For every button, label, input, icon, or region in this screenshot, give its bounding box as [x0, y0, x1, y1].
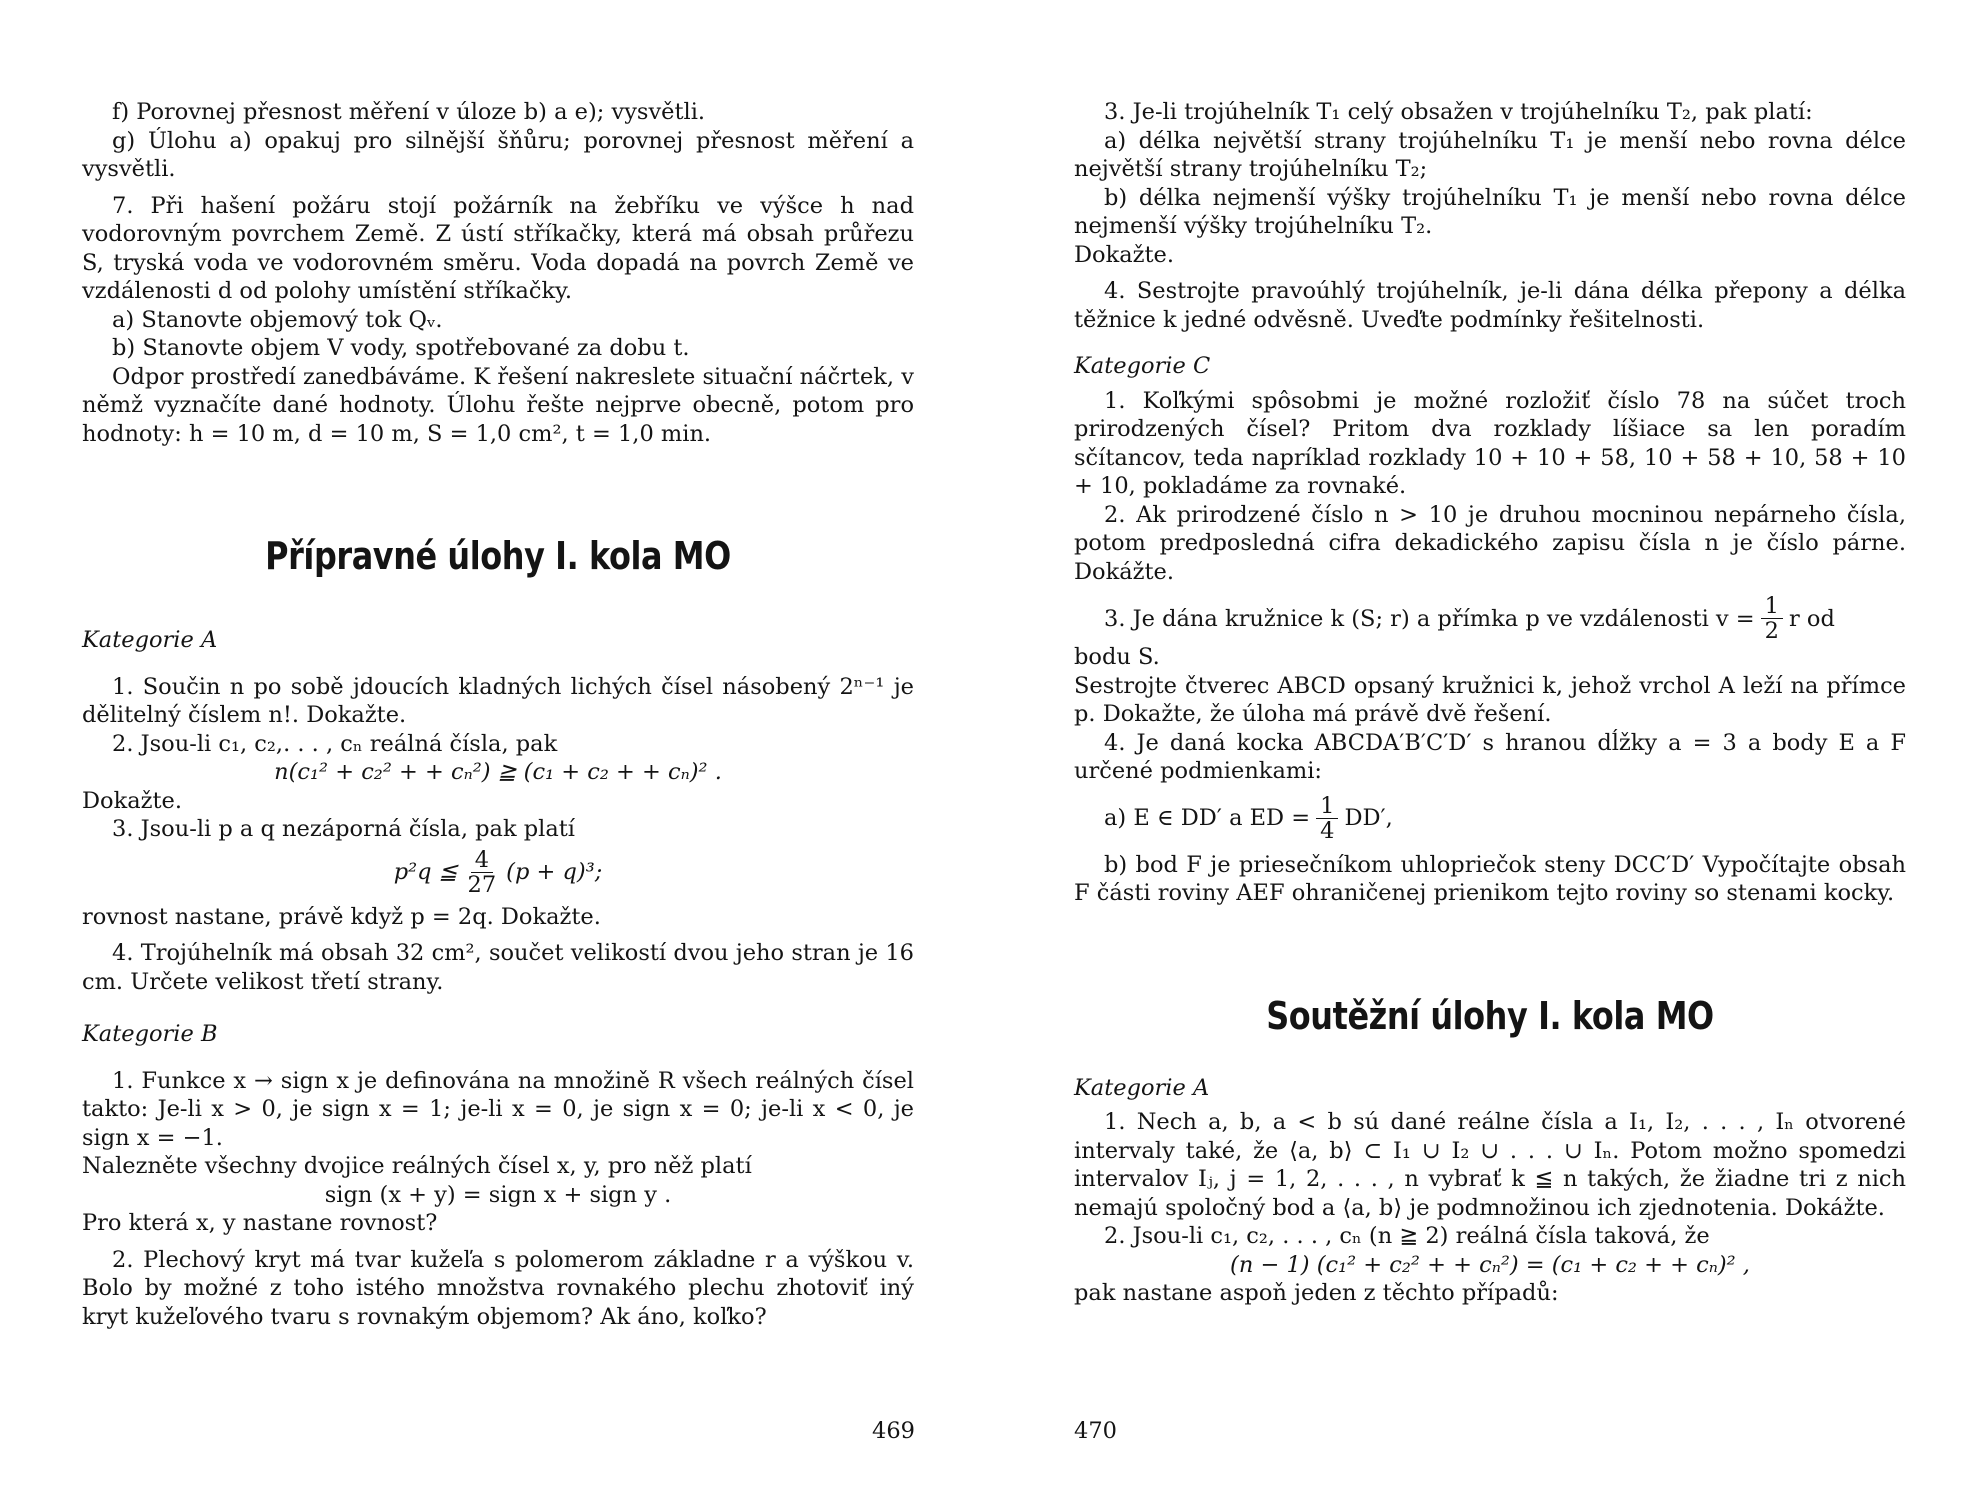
fraction-numerator: 4	[471, 848, 493, 873]
cat-b-problem-1-question: Nalezněte všechny dvojice reálných čísel x, y, pro něž platí	[82, 1153, 752, 1179]
cat-c-problem-4: 4. Je daná kocka ABCDA′B′C′D′ s hranou dĺžky a = 3 a body E a F určené podmienkami:	[1074, 729, 1906, 784]
cat-c-problem-4b: b) bod F je priesečníkom uhlopriečok steny DCC′D′ Vypočítajte obsah F části roviny AEF ohraničenej prienikom tejto roviny so stenami kocky.	[1074, 851, 1906, 906]
problem-4a-text-end: DD′,	[1344, 805, 1393, 831]
category-c-label: Kategorie C	[1074, 353, 1211, 379]
inequality-lhs: p²q ≦	[393, 859, 458, 885]
cat-a-problem-2: 2. Jsou-li c₁, c₂,. . . , cₙ reálná čísla, pak	[112, 730, 558, 757]
cat-c-problem-1: 1. Koľkými spôsobmi je možné rozložiť číslo 78 na súčet troch prirodzených čísel? Pritom dva rozklady líšiace sa len poradím sčítancov, teda napríklad rozklady 10 + 10 + 58, 10 + 58 + 10, 58 + 10 + 10, pokladáme za rovnaké.	[1074, 387, 1906, 499]
category-a-label-competition: Kategorie A	[1074, 1074, 1210, 1101]
cat-c-problem-3	[1074, 594, 1906, 643]
comp-cat-a-problem-2-equation: (n − 1) (c₁² + c₂² + + cₙ²) = (c₁ + c₂ + + cₙ)² ,	[1230, 1251, 1750, 1278]
cat-c-problem-3-point: bodu S.	[1074, 644, 1160, 670]
cat-a-problem-2-end: Dokažte.	[82, 787, 182, 814]
cat-b-problem-3: 3. Je-li trojúhelník T₁ celý obsažen v trojúhelníku T₂, pak platí:	[1104, 99, 1813, 125]
page-number-left: 469	[872, 1418, 915, 1444]
cat-b-problem-1-equation: sign (x + y) = sign x + sign y .	[324, 1181, 672, 1208]
right-column	[1074, 98, 1906, 1308]
fraction-denominator: 4	[1320, 817, 1335, 844]
problem-4a-text: a) E ∈ DD′ a ED =	[1104, 805, 1311, 831]
fraction-4-27	[464, 848, 501, 897]
problem-3-text-end: r od	[1788, 605, 1835, 632]
problem-7: 7. Při hašení požáru stojí požárník na žebříku ve výšce h nad vodorovným povrchem Země. Z ústí stříkačky, která má obsah průřezu S, tryská voda ve vodorovném směru. Voda dopadá na povrch Země ve vzdálenosti d od polohy umístění stříkačky.	[82, 192, 914, 304]
comp-cat-a-problem-1: 1. Nech a, b, a < b sú dané reálne čísla a I₁, I₂, . . . , Iₙ otvorené intervaly také, že ⟨a, b⟩ ⊂ I₁ ∪ I₂ ∪ . . . ∪ Iₙ. Potom možno spomedzi intervalov Iⱼ, j = 1, 2, . . . , n vybrať k ≦ n takých, že žiadne tri z nich nemajú spoločný bod a ⟨a, b⟩ je podmnožinou ich zjednotenia. Dokážte.	[1074, 1109, 1906, 1221]
cat-c-problem-3-task: Sestrojte čtverec ABCD opsaný kružnici k, jehož vrchol A leží na přímce p. Dokažte, že úloha má právě dvě řešení.	[1074, 672, 1906, 727]
problem-3-text: 3. Je dána kružnice k (S; r) a přímka p ve vzdálenosti v =	[1104, 605, 1755, 632]
cat-b-problem-1-followup: Pro která x, y nastane rovnost?	[82, 1210, 438, 1236]
problem-7-note: Odpor prostředí zanedbáváme. K řešení nakreslete situační náčrtek, v němž vyznačíte dané hodnoty. Úlohu řešte nejprve obecně, potom pro hodnoty: h = 10 m, d = 10 m, S = 1,0 cm², t = 1,0 min.	[82, 363, 914, 447]
cat-b-problem-3b: b) délka nejmenší výšky trojúhelníku T₁ je menší nebo rovna délce nejmenší výšky trojúhelníku T₂.	[1074, 184, 1906, 239]
cat-a-problem-3-inequality	[82, 848, 914, 897]
cat-a-problem-2-equation: n(c₁² + c₂² + + cₙ²) ≧ (c₁ + c₂ + + cₙ)² .	[274, 759, 722, 785]
left-column	[82, 98, 914, 1331]
category-b-label: Kategorie B	[82, 1021, 218, 1047]
cat-b-problem-4: 4. Sestrojte pravoúhlý trojúhelník, je-li dána délka přepony a délka těžnice k jedné odvěsně. Uveďte podmínky řešitelnosti.	[1074, 278, 1906, 333]
cat-c-problem-4a	[1074, 794, 1906, 843]
left-page	[82, 0, 914, 1500]
fraction-1-2	[1761, 594, 1783, 643]
problem-7a: a) Stanovte objemový tok Qᵥ.	[112, 306, 443, 333]
fraction-denominator: 27	[467, 871, 497, 898]
cat-b-problem-1: 1. Funkce x → sign x je definována na množině R všech reálných čísel takto: Je-li x > 0, je sign x = 1; je-li x = 0, je sign x = 0; je-li x < 0, je sign x = −1.	[82, 1067, 914, 1151]
comp-cat-a-problem-2: 2. Jsou-li c₁, c₂, . . . , cₙ (n ≧ 2) reálná čísla taková, že	[1104, 1223, 1710, 1249]
cat-a-problem-1: 1. Součin n po sobě jdoucích kladných lichých čísel násobený 2ⁿ⁻¹ je dělitelný číslem n!. Dokažte.	[82, 673, 914, 728]
problem-7b: b) Stanovte objem V vody, spotřebované za dobu t.	[112, 335, 690, 361]
fraction-denominator: 2	[1764, 618, 1779, 644]
cat-a-problem-3-end: rovnost nastane, právě když p = 2q. Dokažte.	[82, 903, 601, 930]
fraction-numerator: 1	[1316, 794, 1338, 819]
cat-c-problem-2: 2. Ak prirodzené číslo n > 10 je druhou mocninou nepárneho čísla, potom predposledná cifra dekadického zapisu čísla n je číslo párne. Dokážte.	[1074, 501, 1906, 585]
cat-b-problem-3-end: Dokažte.	[1074, 241, 1174, 268]
cat-b-problem-2: 2. Plechový kryt má tvar kužeľa s polomerom základne r a výškou v. Bolo by možné z toho istého množstva rovnakého plechu zhotoviť iný kryt kužeľového tvaru s rovnakým objemom? Ak áno, koľko?	[82, 1246, 914, 1330]
section-title-competition: Soutěžní úlohy I. kola MO	[1266, 993, 1714, 1038]
cat-b-problem-3a: a) délka největší strany trojúhelníku T₁ je menší nebo rovna délce největší strany trojúhelníku T₂;	[1074, 127, 1906, 182]
fraction-numerator: 1	[1761, 594, 1783, 619]
task-f: f) Porovnej přesnost měření v úloze b) a e); vysvětli.	[112, 99, 706, 125]
category-a-label: Kategorie A	[82, 627, 218, 653]
cat-a-problem-4: 4. Trojúhelník má obsah 32 cm², součet velikostí dvou jeho stran je 16 cm. Určete velikost třetí strany.	[82, 940, 914, 995]
section-title-preparatory: Přípravné úlohy I. kola MO	[265, 534, 731, 578]
right-page	[1074, 0, 1906, 1500]
comp-cat-a-problem-2-end: pak nastane aspoň jeden z těchto případů:	[1074, 1280, 1559, 1306]
fraction-1-4	[1316, 794, 1338, 843]
page-number-right: 470	[1074, 1418, 1117, 1444]
cat-a-problem-3: 3. Jsou-li p a q nezáporná čísla, pak platí	[112, 816, 575, 842]
task-g: g) Úlohu a) opakuj pro silnější šňůru; porovnej přesnost měření a vysvětli.	[82, 127, 914, 182]
inequality-rhs: (p + q)³;	[506, 859, 603, 885]
